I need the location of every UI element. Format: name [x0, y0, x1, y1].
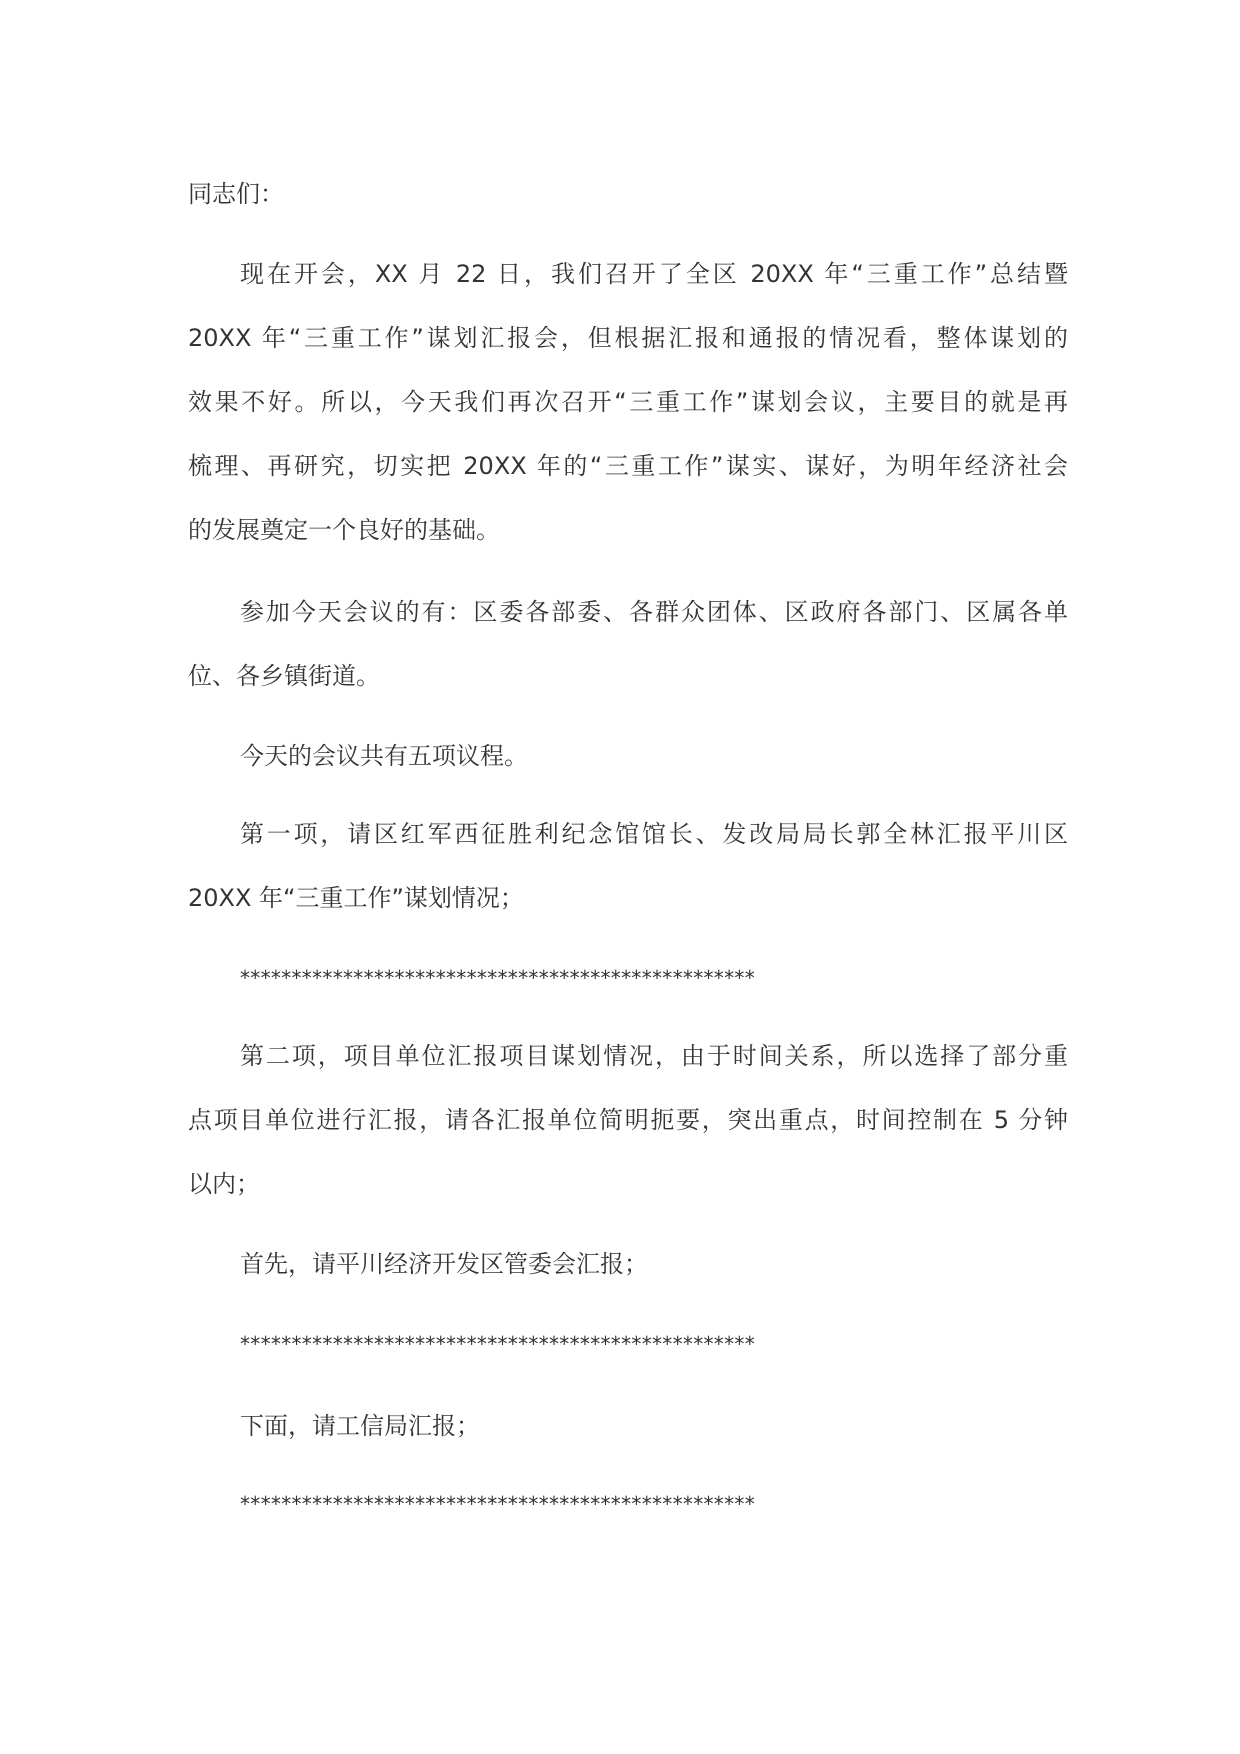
agenda-item-2-line-1: 第二项，项目单位汇报项目谋划情况，由于时间关系，所以选择了部分重 — [240, 1042, 1068, 1070]
agenda-intro: 今天的会议共有五项议程。 — [240, 742, 528, 770]
separator-3: ************************************************** — [240, 1492, 755, 1516]
agenda-item-1-line-2: 20XX 年“三重工作”谋划情况； — [188, 884, 524, 912]
report-next: 下面，请工信局汇报； — [240, 1412, 480, 1440]
paragraph-1-line-3: 效果不好。所以，今天我们再次召开“三重工作”谋划会议，主要目的就是再 — [188, 388, 1068, 416]
agenda-item-1-line-1: 第一项，请区红军西征胜利纪念馆馆长、发改局局长郭全林汇报平川区 — [240, 820, 1068, 848]
paragraph-1-line-2: 20XX 年“三重工作”谋划汇报会，但根据汇报和通报的情况看，整体谋划的 — [188, 324, 1068, 352]
paragraph-2-line-2: 位、各乡镇街道。 — [188, 662, 380, 690]
paragraph-1-line-4: 梳理、再研究，切实把 20XX 年的“三重工作”谋实、谋好，为明年经济社会 — [188, 452, 1068, 480]
salutation: 同志们： — [188, 180, 284, 208]
paragraph-2-line-1: 参加今天会议的有：区委各部委、各群众团体、区政府各部门、区属各单 — [240, 598, 1068, 626]
report-first: 首先，请平川经济开发区管委会汇报； — [240, 1250, 648, 1278]
paragraph-1-line-1: 现在开会，XX 月 22 日，我们召开了全区 20XX 年“三重工作”总结暨 — [240, 260, 1068, 288]
separator-2: ************************************************** — [240, 1332, 755, 1356]
separator-1: ************************************************** — [240, 966, 755, 990]
agenda-item-2-line-2: 点项目单位进行汇报，请各汇报单位简明扼要，突出重点，时间控制在 5 分钟 — [188, 1106, 1068, 1134]
agenda-item-2-line-3: 以内； — [188, 1170, 260, 1198]
paragraph-1-line-5: 的发展奠定一个良好的基础。 — [188, 516, 500, 544]
